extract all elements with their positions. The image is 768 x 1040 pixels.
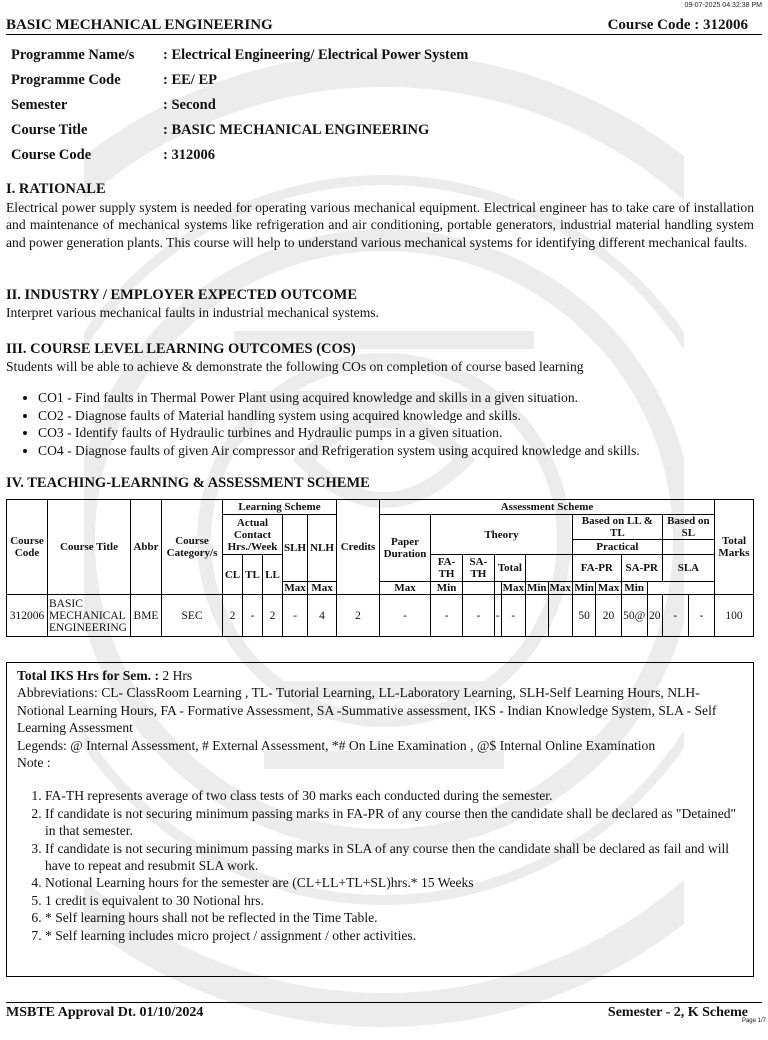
iks-label: Total IKS Hrs for Sem. : [17, 668, 159, 683]
table-row [7, 595, 754, 637]
programme-label: Course Title [11, 122, 88, 138]
col-header: Credits [337, 500, 380, 595]
col-header: NLH [308, 515, 337, 582]
programme-value: : 312006 [163, 147, 215, 163]
col-header: Course Category/s [162, 500, 223, 595]
note-label: Note : [17, 755, 51, 771]
list-item: 7. * Self learning includes micro project / assignment / other activities. [45, 927, 743, 944]
legends-text: Legends: @ Internal Assessment, # External Assessment, *# On Line Examination , @$ Internal Online Examination [17, 737, 656, 753]
cos-list [0, 389, 758, 459]
col-header [463, 582, 495, 595]
table-cell: - [431, 595, 463, 637]
col-header: Course Title [48, 500, 131, 595]
col-header: SA-TH [463, 555, 495, 582]
notes-box [6, 662, 754, 977]
programme-details [11, 43, 468, 168]
col-header: SLA [662, 555, 714, 582]
col-header: Min [526, 582, 547, 594]
header-course-code: Course Code : 312006 [607, 17, 748, 33]
col-header: Max [502, 582, 524, 594]
page-footer [6, 1002, 762, 1023]
programme-value: : Electrical Engineering/ Electrical Power System [163, 47, 469, 63]
col-header: Based on LL & TL [572, 515, 662, 540]
scheme-heading: IV. TEACHING-LEARNING & ASSESSMENT SCHEME [6, 475, 370, 491]
col-header: Total [494, 555, 525, 582]
list-item: • CO1 - Find faults in Thermal Power Plant using acquired knowledge and skills in a given situation. [38, 389, 758, 407]
programme-row [11, 118, 468, 143]
col-header: Min [431, 582, 463, 595]
table-cell: 4 [308, 595, 337, 637]
header-course-name: BASIC MECHANICAL ENGINEERING [6, 17, 273, 33]
table-cell: 2 [223, 595, 243, 637]
list-item: • CO4 - Diagnose faults of given Air compressor and Refrigeration system using acquired knowledge and skills. [38, 442, 758, 460]
table-cell: - [662, 595, 688, 637]
programme-label: Programme Code [11, 72, 121, 88]
col-header: Abbr [131, 500, 162, 595]
table-cell: BASIC MECHANICAL ENGINEERING [48, 595, 131, 637]
list-item: 1. FA-TH represents average of two class tests of 30 marks each conducted during the semester. [45, 787, 743, 804]
col-header: FA-PR [572, 555, 621, 582]
col-header: FA-TH [431, 555, 463, 582]
col-header: Total Marks [715, 500, 754, 595]
table-cell: 100 [715, 595, 754, 637]
programme-label: Programme Name/s [11, 47, 135, 63]
col-header: Learning Scheme [223, 500, 337, 515]
table-cell: 50 [572, 595, 595, 637]
col-header: Max [597, 582, 620, 594]
col-header: Min [574, 582, 594, 594]
table-cell: - [501, 595, 525, 637]
abbreviations-text: Abbreviations: CL- ClassRoom Learning , TL- Tutorial Learning, LL-Laboratory Learning, SLH-Self Learning Hours, NLH-Notional Learning Hours, FA - Formative Assessment, SA -Summative assessment, IKS - Indian Knowledge System, SLA - Self Learning Assessment [17, 685, 717, 736]
table-cell: - [688, 595, 714, 637]
col-header: Max [380, 582, 431, 595]
programme-value: : BASIC MECHANICAL ENGINEERING [163, 122, 430, 138]
rationale-heading: I. RATIONALE [6, 181, 106, 197]
footer-semester: Semester - 2, K Scheme [607, 1005, 748, 1020]
table-cell: BME [131, 595, 162, 637]
table-cell [548, 595, 572, 637]
table-cell: - [494, 595, 501, 637]
col-header: Based on SL [662, 515, 714, 540]
list-item: • CO3 - Identify faults of Hydraulic turbines and Hydraulic pumps in a given situation. [38, 424, 758, 442]
programme-label: Course Code [11, 147, 92, 163]
programme-row [11, 143, 468, 168]
table-cell: 50@ [621, 595, 647, 637]
list-item: 5. 1 credit is equivalent to 30 Notional hrs. [45, 892, 743, 909]
col-header: Assessment Scheme [380, 500, 715, 515]
table-cell: 312006 [7, 595, 48, 637]
list-item: 4. Notional Learning hours for the semester are (CL+LL+TL+SL)hrs.* 15 Weeks [45, 874, 743, 891]
col-header: Max [549, 582, 571, 594]
iks-value: 2 Hrs [158, 668, 193, 683]
programme-value: : EE/ EP [163, 72, 217, 88]
col-header: Max [284, 582, 306, 594]
table-cell: - [463, 595, 495, 637]
programme-value: : Second [163, 97, 216, 113]
table-cell: 20 [647, 595, 662, 637]
col-header: Min [621, 582, 647, 595]
page-number: Page 1/7 [741, 1018, 766, 1024]
table-cell: SEC [162, 595, 223, 637]
col-header: CL [223, 555, 243, 595]
table-cell: - [283, 595, 308, 637]
col-header: Theory [431, 515, 573, 555]
col-header: LL [263, 555, 283, 595]
programme-row [11, 68, 468, 93]
col-header [662, 540, 714, 555]
list-item: 3. If candidate is not securing minimum passing marks in SLA of any course then the candidate shall be declared as fail and will have to repeat and resubmit SLA work. [45, 840, 743, 875]
table-cell: 2 [337, 595, 380, 637]
list-item: • CO2 - Diagnose faults of Material handling system using acquired knowledge and skills. [38, 407, 758, 425]
col-header [525, 555, 572, 582]
programme-row [11, 43, 468, 68]
table-cell: - [380, 595, 431, 637]
col-header: Practical [572, 540, 662, 555]
rationale-text: Electrical power supply system is needed for operating various mechanical equipment. Electrical engineer has to take care of installation and maintenance of mechanical systems like refrigeration and air conditioning, portable generators, industrial material handling system and power generation plants. This course will help to understand various mechanical systems for identifying different mechanical faults. [6, 200, 754, 250]
page-header [6, 16, 762, 35]
cos-intro: Students will be able to achieve & demonstrate the following COs on completion of course based learning [6, 359, 584, 374]
col-header: SA-PR [621, 555, 662, 582]
col-header [494, 582, 501, 595]
table-cell: 20 [596, 595, 621, 637]
teaching-assessment-table [6, 499, 754, 637]
col-header: Actual Contact Hrs./Week [223, 515, 283, 555]
col-header: SLH [283, 515, 308, 582]
table-cell [525, 595, 548, 637]
col-header: TL [243, 555, 263, 595]
notes-list [17, 787, 743, 944]
outcome-text: Interpret various mechanical faults in industrial mechanical systems. [6, 305, 379, 320]
col-header: Course Code [7, 500, 48, 595]
print-timestamp: 09-07-2025 04:32:38 PM [684, 2, 762, 9]
col-header: Paper Duration [380, 515, 431, 582]
table-cell: 2 [263, 595, 283, 637]
footer-approval: MSBTE Approval Dt. 01/10/2024 [6, 1005, 204, 1020]
programme-label: Semester [11, 97, 68, 113]
list-item: 2. If candidate is not securing minimum passing marks in FA-PR of any course then the candidate shall be declared as "Detained" in that semester. [45, 805, 743, 840]
list-item: 6. * Self learning hours shall not be reflected in the Time Table. [45, 909, 743, 926]
cos-heading: III. COURSE LEVEL LEARNING OUTCOMES (COS) [6, 341, 356, 357]
col-header: Max [308, 582, 337, 595]
programme-row [11, 93, 468, 118]
iks-hours [17, 667, 743, 684]
outcome-heading: II. INDUSTRY / EMPLOYER EXPECTED OUTCOME [6, 287, 358, 303]
table-cell: - [243, 595, 263, 637]
